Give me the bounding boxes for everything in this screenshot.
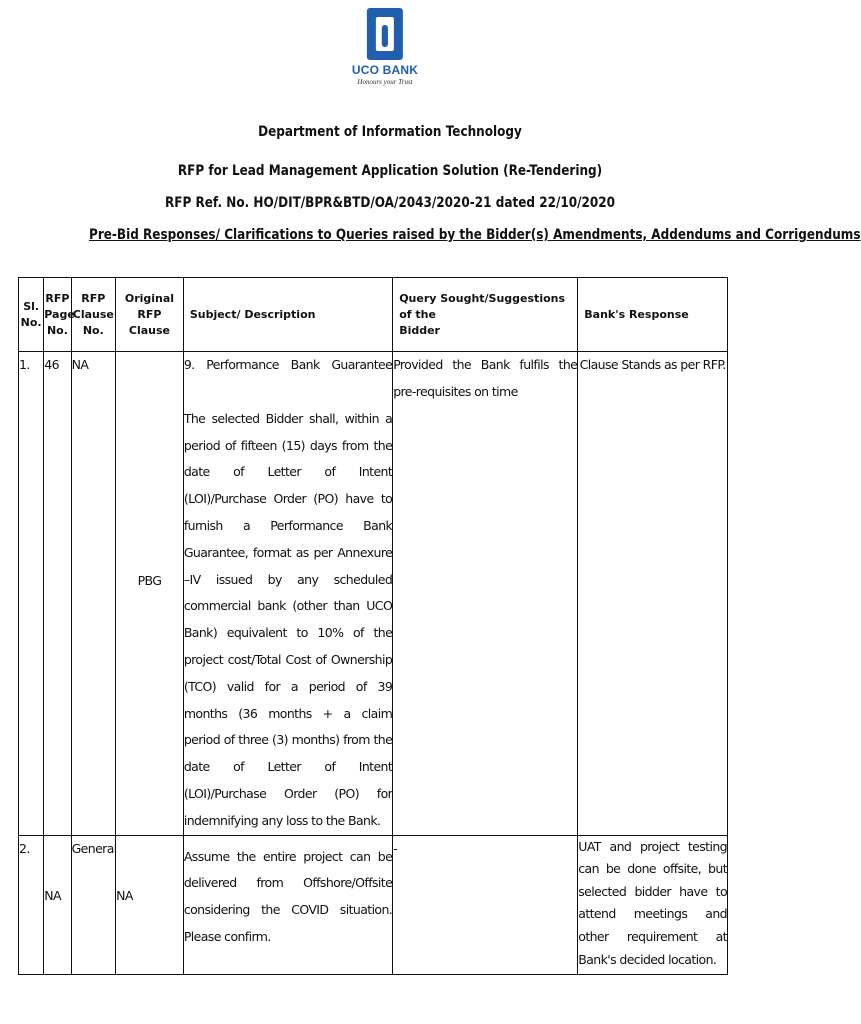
row2-sl-no: 2. bbox=[19, 835, 44, 974]
row1-subject bbox=[183, 352, 392, 836]
col-header-rfp-page: RFP Page No. bbox=[44, 278, 71, 352]
col-header-subject: Subject/ Description bbox=[183, 278, 392, 352]
col-header-rfp-clause: RFP Clause No. bbox=[71, 278, 116, 352]
rfp-reference: RFP Ref. No. HO/DIT/BPR&BTD/OA/2043/2020-21 dated 22/10/2020 bbox=[164, 195, 616, 211]
col-header-sl-no: Sl. No. bbox=[19, 278, 44, 352]
col-header-query: Query Sought/Suggestions of the Bidder bbox=[393, 278, 578, 352]
prebid-responses-table bbox=[18, 277, 728, 975]
col-header-original-clause: Original RFP Clause bbox=[116, 278, 184, 352]
row1-sl-no: 1. bbox=[19, 352, 44, 836]
row1-rfp-clause: NA bbox=[71, 352, 116, 836]
department-title: Department of Information Technology bbox=[258, 124, 522, 140]
row1-subject-body: The selected Bidder shall, within a period of fifteen (15) days from the date of Letter of Intent (LOI)/Purchase Order (PO) have to furnish a Performance Bank Guarantee, format as per Annexure –IV issued by any scheduled commercial bank (other than UCO Bank) equivalent to 10% of the project cost/Total Cost of Ownership (TCO) valid for a period of 39 months (36 months + a claim period of three (3) months) from the date of Letter of Intent (LOI)/Purchase Order (PO) for indemnifying any loss to the Bank. bbox=[183, 410, 393, 828]
logo-bank-name: UCO BANK bbox=[351, 63, 419, 77]
table-header-row bbox=[19, 278, 728, 352]
row1-response: Clause Stands as per RFP. bbox=[578, 352, 728, 836]
table-row bbox=[19, 835, 728, 974]
row2-rfp-clause: General bbox=[71, 835, 116, 974]
document-subtitle: Pre-Bid Responses/ Clarifications to Queries raised by the Bidder(s) Amendments, Addendums and Corrigendums bbox=[89, 227, 861, 243]
col-header-response: Bank's Response bbox=[578, 278, 728, 352]
row2-original-clause: NA bbox=[116, 835, 184, 974]
row1-subject-heading: 9. Performance Bank Guarantee bbox=[183, 357, 393, 372]
rfp-title: RFP for Lead Management Application Solution (Re-Tendering) bbox=[177, 163, 603, 179]
row2-response: UAT and project testing can be done offsite, but selected bidder have to attend meetings and other requirement at Bank's decided location. bbox=[578, 835, 728, 974]
row1-rfp-page: 46 bbox=[44, 352, 71, 836]
bank-emblem-icon bbox=[367, 8, 403, 60]
row1-original-clause: PBG bbox=[116, 352, 184, 836]
uco-bank-logo bbox=[352, 8, 418, 86]
row2-query: - bbox=[393, 835, 578, 974]
logo-tagline: Honours your Trust bbox=[357, 78, 413, 86]
row1-query: Provided the Bank fulfils the pre-requisites on time bbox=[393, 352, 578, 836]
row2-subject: Assume the entire project can be delivered from Offshore/Offsite considering the COVID situation. Please confirm. bbox=[183, 835, 392, 974]
table-row bbox=[19, 352, 728, 836]
row2-rfp-page: NA bbox=[44, 835, 71, 974]
